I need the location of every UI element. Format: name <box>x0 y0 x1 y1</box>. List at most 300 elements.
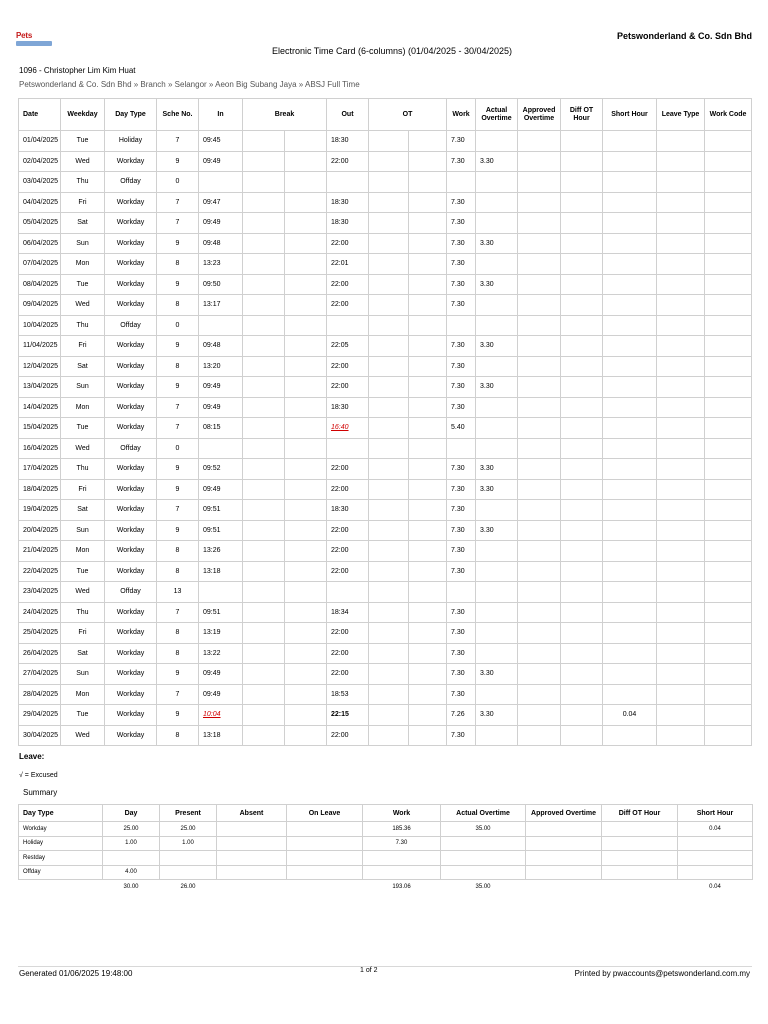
cell-empty <box>657 356 705 377</box>
cell-date: 01/04/2025 <box>19 131 61 152</box>
cell-empty <box>285 479 327 500</box>
cell-empty <box>243 397 285 418</box>
cell-out: 22:00 <box>327 725 369 746</box>
cell-daytype: Workday <box>105 192 157 213</box>
cell-in: 09:48 <box>199 233 243 254</box>
cell-short <box>603 643 657 664</box>
cell-empty <box>369 664 409 685</box>
cell-empty <box>369 151 409 172</box>
cell-actual_ot <box>476 643 518 664</box>
cell-empty <box>285 561 327 582</box>
cell-out: 22:00 <box>327 520 369 541</box>
cell-empty <box>561 725 603 746</box>
cell-work: 7.30 <box>447 459 476 480</box>
cell-work: 7.30 <box>447 131 476 152</box>
col-approved-overtime: Approved Overtime <box>518 99 561 131</box>
cell-empty <box>243 725 285 746</box>
cell-date: 13/04/2025 <box>19 377 61 398</box>
cell-date: 17/04/2025 <box>19 459 61 480</box>
cell-work: 7.30 <box>447 233 476 254</box>
table-row <box>19 520 752 541</box>
table-row <box>19 192 752 213</box>
cell-empty <box>409 459 447 480</box>
summary-col-header: On Leave <box>287 805 363 822</box>
cell-empty <box>369 254 409 275</box>
cell-short <box>603 520 657 541</box>
cell-date: 02/04/2025 <box>19 151 61 172</box>
cell-date: 03/04/2025 <box>19 172 61 193</box>
summary-heading: Summary <box>23 788 58 797</box>
summary-total-cell <box>602 880 678 895</box>
cell-out: 22:00 <box>327 561 369 582</box>
footer-divider <box>18 966 752 967</box>
summary-total-row <box>19 880 753 895</box>
summary-cell <box>526 836 602 851</box>
cell-in: 13:19 <box>199 623 243 644</box>
cell-empty <box>285 233 327 254</box>
table-row <box>19 315 752 336</box>
cell-empty <box>409 192 447 213</box>
cell-empty <box>561 254 603 275</box>
cell-sche: 0 <box>157 172 199 193</box>
cell-daytype: Workday <box>105 520 157 541</box>
summary-col-header: Absent <box>217 805 287 822</box>
cell-empty <box>409 438 447 459</box>
cell-empty <box>657 664 705 685</box>
cell-empty <box>657 377 705 398</box>
table-row <box>19 541 752 562</box>
cell-actual_ot: 3.30 <box>476 664 518 685</box>
cell-actual_ot: 3.30 <box>476 151 518 172</box>
cell-out: 18:30 <box>327 397 369 418</box>
cell-empty <box>657 479 705 500</box>
cell-out: 22:00 <box>327 664 369 685</box>
cell-date: 23/04/2025 <box>19 582 61 603</box>
table-row <box>19 664 752 685</box>
cell-empty <box>561 356 603 377</box>
cell-out: 22:00 <box>327 233 369 254</box>
col-day-type: Day Type <box>105 99 157 131</box>
col-work: Work <box>447 99 476 131</box>
cell-short <box>603 274 657 295</box>
cell-empty <box>243 131 285 152</box>
table-row <box>19 233 752 254</box>
cell-in: 09:51 <box>199 602 243 623</box>
cell-short <box>603 315 657 336</box>
cell-empty <box>657 192 705 213</box>
cell-empty <box>561 541 603 562</box>
summary-row <box>19 836 753 851</box>
cell-date: 27/04/2025 <box>19 664 61 685</box>
cell-empty <box>409 295 447 316</box>
cell-empty <box>243 192 285 213</box>
cell-empty <box>285 274 327 295</box>
summary-cell: 25.00 <box>103 822 160 837</box>
cell-work: 7.30 <box>447 397 476 418</box>
cell-empty <box>369 582 409 603</box>
cell-short <box>603 438 657 459</box>
cell-empty <box>285 623 327 644</box>
cell-out <box>327 438 369 459</box>
cell-empty <box>409 623 447 644</box>
cell-empty <box>657 684 705 705</box>
cell-work: 5.40 <box>447 418 476 439</box>
cell-in: 09:49 <box>199 397 243 418</box>
cell-short <box>603 356 657 377</box>
cell-empty <box>409 336 447 357</box>
summary-col-header: Work <box>363 805 441 822</box>
cell-in: 09:51 <box>199 500 243 521</box>
cell-empty <box>657 172 705 193</box>
table-row <box>19 336 752 357</box>
cell-empty <box>243 561 285 582</box>
table-row <box>19 295 752 316</box>
cell-in: 09:49 <box>199 151 243 172</box>
cell-empty <box>285 520 327 541</box>
cell-empty <box>285 377 327 398</box>
cell-empty <box>243 254 285 275</box>
cell-empty <box>369 643 409 664</box>
cell-empty <box>369 623 409 644</box>
cell-work <box>447 315 476 336</box>
cell-sche: 7 <box>157 602 199 623</box>
cell-empty <box>243 172 285 193</box>
cell-work: 7.30 <box>447 602 476 623</box>
cell-empty <box>518 643 561 664</box>
cell-sche: 9 <box>157 336 199 357</box>
cell-empty <box>243 623 285 644</box>
cell-actual_ot <box>476 602 518 623</box>
cell-empty <box>369 705 409 726</box>
cell-date: 12/04/2025 <box>19 356 61 377</box>
cell-in: 09:47 <box>199 192 243 213</box>
summary-col-header: Present <box>160 805 217 822</box>
generated-timestamp: Generated 01/06/2025 19:48:00 <box>19 969 133 978</box>
cell-out: 22:01 <box>327 254 369 275</box>
cell-date: 11/04/2025 <box>19 336 61 357</box>
cell-empty <box>369 438 409 459</box>
cell-actual_ot <box>476 315 518 336</box>
col-in: In <box>199 99 243 131</box>
summary-cell <box>287 822 363 837</box>
cell-empty <box>369 418 409 439</box>
cell-empty <box>705 520 752 541</box>
table-row <box>19 561 752 582</box>
summary-cell: 1.00 <box>103 836 160 851</box>
cell-date: 30/04/2025 <box>19 725 61 746</box>
cell-date: 07/04/2025 <box>19 254 61 275</box>
timecard-header-row <box>19 99 752 131</box>
cell-empty <box>705 254 752 275</box>
cell-short <box>603 684 657 705</box>
cell-empty <box>409 213 447 234</box>
cell-actual_ot: 3.30 <box>476 233 518 254</box>
cell-empty <box>518 192 561 213</box>
cell-empty <box>518 725 561 746</box>
cell-in: 08:15 <box>199 418 243 439</box>
summary-total-cell <box>217 880 287 895</box>
cell-empty <box>409 664 447 685</box>
cell-empty <box>285 336 327 357</box>
cell-empty <box>369 295 409 316</box>
cell-empty <box>561 192 603 213</box>
cell-work: 7.30 <box>447 500 476 521</box>
summary-header-row <box>19 805 753 822</box>
cell-weekday: Sat <box>61 643 105 664</box>
table-row <box>19 377 752 398</box>
cell-empty <box>705 664 752 685</box>
cell-empty <box>285 438 327 459</box>
cell-daytype: Workday <box>105 233 157 254</box>
summary-cell: Workday <box>19 822 103 837</box>
cell-empty <box>518 541 561 562</box>
cell-empty <box>657 397 705 418</box>
cell-sche: 0 <box>157 315 199 336</box>
cell-weekday: Fri <box>61 336 105 357</box>
cell-empty <box>657 561 705 582</box>
cell-empty <box>561 213 603 234</box>
cell-work: 7.30 <box>447 684 476 705</box>
summary-cell <box>441 851 526 866</box>
cell-short <box>603 336 657 357</box>
cell-empty <box>369 397 409 418</box>
cell-empty <box>705 151 752 172</box>
cell-empty <box>409 172 447 193</box>
cell-empty <box>518 151 561 172</box>
cell-work: 7.30 <box>447 623 476 644</box>
cell-work: 7.30 <box>447 664 476 685</box>
cell-empty <box>657 459 705 480</box>
cell-daytype: Workday <box>105 295 157 316</box>
summary-col-header: Approved Overtime <box>526 805 602 822</box>
cell-empty <box>409 377 447 398</box>
cell-empty <box>243 684 285 705</box>
cell-weekday: Wed <box>61 725 105 746</box>
cell-out <box>327 582 369 603</box>
cell-empty <box>561 172 603 193</box>
cell-actual_ot <box>476 131 518 152</box>
timecard-table <box>18 98 752 746</box>
summary-cell: 4.00 <box>103 865 160 880</box>
cell-work: 7.26 <box>447 705 476 726</box>
cell-empty <box>285 725 327 746</box>
table-row <box>19 131 752 152</box>
cell-empty <box>369 541 409 562</box>
cell-empty <box>518 520 561 541</box>
cell-empty <box>243 151 285 172</box>
cell-date: 18/04/2025 <box>19 479 61 500</box>
cell-weekday: Thu <box>61 315 105 336</box>
cell-empty <box>243 274 285 295</box>
cell-sche: 9 <box>157 705 199 726</box>
summary-cell <box>602 836 678 851</box>
summary-cell <box>217 851 287 866</box>
table-row <box>19 623 752 644</box>
cell-empty <box>285 295 327 316</box>
cell-empty <box>409 500 447 521</box>
cell-short <box>603 397 657 418</box>
col-out: Out <box>327 99 369 131</box>
employee-name: 1096 - Christopher Lim Kim Huat <box>19 66 136 75</box>
summary-cell: 1.00 <box>160 836 217 851</box>
cell-daytype: Workday <box>105 561 157 582</box>
cell-weekday: Tue <box>61 274 105 295</box>
cell-empty <box>518 705 561 726</box>
cell-empty <box>369 233 409 254</box>
summary-total-cell <box>526 880 602 895</box>
cell-in: 09:49 <box>199 664 243 685</box>
cell-empty <box>285 705 327 726</box>
cell-empty <box>285 151 327 172</box>
summary-cell <box>363 865 441 880</box>
cell-daytype: Offday <box>105 582 157 603</box>
cell-weekday: Wed <box>61 295 105 316</box>
cell-empty <box>561 151 603 172</box>
cell-empty <box>518 213 561 234</box>
cell-empty <box>518 438 561 459</box>
cell-empty <box>285 131 327 152</box>
cell-empty <box>705 377 752 398</box>
cell-empty <box>705 602 752 623</box>
cell-in <box>199 438 243 459</box>
summary-cell: 7.30 <box>363 836 441 851</box>
cell-empty <box>369 602 409 623</box>
table-row <box>19 151 752 172</box>
cell-out: 16:40 <box>327 418 369 439</box>
cell-empty <box>409 725 447 746</box>
summary-cell <box>363 851 441 866</box>
cell-sche: 9 <box>157 459 199 480</box>
cell-empty <box>561 623 603 644</box>
cell-empty <box>657 233 705 254</box>
cell-empty <box>657 623 705 644</box>
table-row <box>19 213 752 234</box>
page-number: 1 of 2 <box>360 967 378 974</box>
cell-sche: 7 <box>157 213 199 234</box>
summary-col-header: Short Hour <box>678 805 753 822</box>
cell-sche: 8 <box>157 561 199 582</box>
cell-empty <box>705 315 752 336</box>
cell-actual_ot <box>476 582 518 603</box>
cell-work: 7.30 <box>447 479 476 500</box>
cell-out: 22:00 <box>327 479 369 500</box>
summary-total-cell <box>19 880 103 895</box>
cell-empty <box>285 213 327 234</box>
cell-daytype: Holiday <box>105 131 157 152</box>
col-work-code: Work Code <box>705 99 752 131</box>
company-name: Petswonderland & Co. Sdn Bhd <box>616 31 752 41</box>
cell-daytype: Workday <box>105 356 157 377</box>
cell-empty <box>518 233 561 254</box>
summary-cell <box>678 836 753 851</box>
table-row <box>19 500 752 521</box>
cell-empty <box>369 500 409 521</box>
cell-empty <box>285 664 327 685</box>
cell-short <box>603 213 657 234</box>
cell-short <box>603 725 657 746</box>
cell-empty <box>285 582 327 603</box>
cell-empty <box>518 418 561 439</box>
cell-empty <box>409 479 447 500</box>
cell-empty <box>705 295 752 316</box>
cell-daytype: Workday <box>105 377 157 398</box>
cell-empty <box>705 233 752 254</box>
cell-empty <box>561 643 603 664</box>
cell-work <box>447 582 476 603</box>
cell-work <box>447 438 476 459</box>
cell-out: 22:05 <box>327 336 369 357</box>
summary-total-cell: 30.00 <box>123 884 139 890</box>
cell-in: 09:48 <box>199 336 243 357</box>
cell-weekday: Fri <box>61 623 105 644</box>
cell-empty <box>243 459 285 480</box>
cell-short <box>603 131 657 152</box>
cell-daytype: Workday <box>105 664 157 685</box>
cell-empty <box>409 643 447 664</box>
cell-daytype: Offday <box>105 438 157 459</box>
cell-empty <box>369 356 409 377</box>
cell-empty <box>285 500 327 521</box>
cell-out: 18:34 <box>327 602 369 623</box>
cell-empty <box>657 254 705 275</box>
cell-empty <box>518 356 561 377</box>
cell-actual_ot <box>476 254 518 275</box>
cell-out: 18:30 <box>327 213 369 234</box>
cell-weekday: Thu <box>61 602 105 623</box>
cell-empty <box>518 274 561 295</box>
cell-actual_ot: 3.30 <box>476 520 518 541</box>
cell-sche: 9 <box>157 274 199 295</box>
cell-sche: 9 <box>157 479 199 500</box>
cell-in: 09:52 <box>199 459 243 480</box>
cell-sche: 8 <box>157 623 199 644</box>
cell-empty <box>657 418 705 439</box>
cell-sche: 8 <box>157 725 199 746</box>
printed-by: Printed by pwaccounts@petswonderland.com.my <box>574 969 750 978</box>
cell-short <box>603 254 657 275</box>
summary-row <box>19 822 753 837</box>
col-date: Date <box>19 99 61 131</box>
cell-empty <box>369 172 409 193</box>
cell-empty <box>243 500 285 521</box>
cell-empty <box>369 213 409 234</box>
summary-col-header: Actual Overtime <box>441 805 526 822</box>
cell-empty <box>657 520 705 541</box>
summary-cell <box>441 836 526 851</box>
summary-cell <box>526 865 602 880</box>
cell-empty <box>657 336 705 357</box>
cell-sche: 9 <box>157 664 199 685</box>
cell-short <box>603 479 657 500</box>
cell-daytype: Workday <box>105 623 157 644</box>
cell-actual_ot: 3.30 <box>476 705 518 726</box>
cell-empty <box>561 582 603 603</box>
cell-out: 18:30 <box>327 131 369 152</box>
cell-short <box>603 664 657 685</box>
cell-in <box>199 315 243 336</box>
summary-cell <box>602 851 678 866</box>
cell-work: 7.30 <box>447 192 476 213</box>
cell-empty <box>561 315 603 336</box>
cell-empty <box>705 459 752 480</box>
cell-weekday: Sun <box>61 520 105 541</box>
cell-empty <box>657 438 705 459</box>
cell-date: 19/04/2025 <box>19 500 61 521</box>
cell-out: 22:00 <box>327 541 369 562</box>
cell-empty <box>561 397 603 418</box>
cell-actual_ot <box>476 172 518 193</box>
cell-weekday: Mon <box>61 541 105 562</box>
